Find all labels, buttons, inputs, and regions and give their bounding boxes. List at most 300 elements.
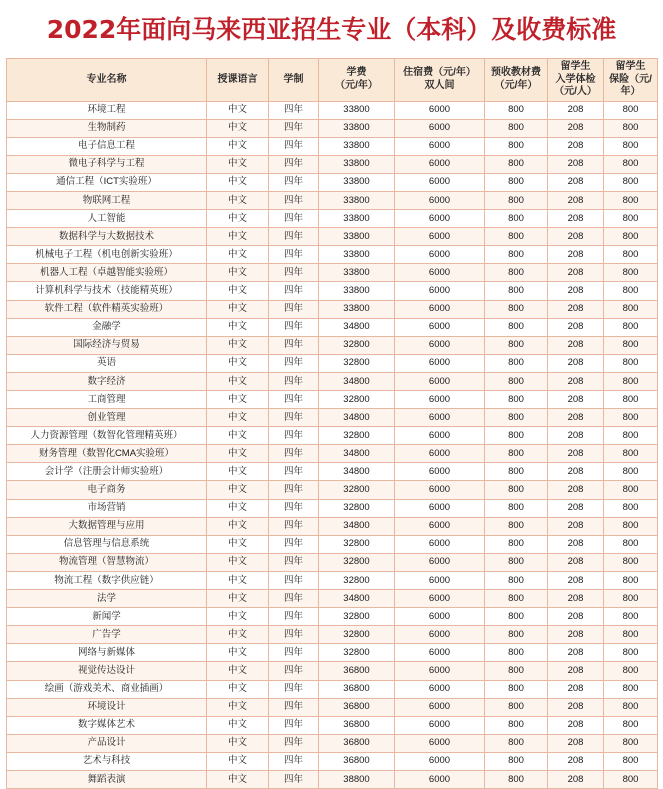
cell-insurance: 800	[604, 445, 658, 463]
cell-language: 中文	[207, 318, 269, 336]
table-row	[7, 300, 658, 318]
cell-medical: 208	[548, 210, 604, 228]
cell-dormitory: 6000	[395, 372, 485, 390]
cell-language: 中文	[207, 698, 269, 716]
column-header-tuition-line2: （元/年）	[335, 79, 378, 91]
cell-insurance: 800	[604, 662, 658, 680]
cell-insurance: 800	[604, 553, 658, 571]
cell-dormitory: 6000	[395, 463, 485, 481]
table-row	[7, 372, 658, 390]
cell-duration: 四年	[269, 228, 319, 246]
cell-dormitory: 6000	[395, 354, 485, 372]
cell-textbook: 800	[485, 698, 548, 716]
table-row	[7, 282, 658, 300]
table-row	[7, 553, 658, 571]
cell-language: 中文	[207, 445, 269, 463]
cell-textbook: 800	[485, 246, 548, 264]
cell-medical: 208	[548, 608, 604, 626]
cell-language: 中文	[207, 246, 269, 264]
cell-medical: 208	[548, 481, 604, 499]
cell-medical: 208	[548, 662, 604, 680]
cell-duration: 四年	[269, 463, 319, 481]
cell-textbook: 800	[485, 535, 548, 553]
table-row	[7, 716, 658, 734]
cell-dormitory: 6000	[395, 734, 485, 752]
page-title: 2022年面向马来西亚招生专业（本科）及收费标准	[46, 15, 617, 44]
cell-language: 中文	[207, 191, 269, 209]
column-header-language	[207, 59, 269, 102]
column-header-textbook	[485, 59, 548, 102]
cell-duration: 四年	[269, 571, 319, 589]
cell-dormitory: 6000	[395, 282, 485, 300]
cell-medical: 208	[548, 571, 604, 589]
cell-duration: 四年	[269, 734, 319, 752]
cell-duration: 四年	[269, 391, 319, 409]
cell-language: 中文	[207, 155, 269, 173]
cell-duration: 四年	[269, 427, 319, 445]
fees-table-container	[0, 58, 663, 789]
cell-medical: 208	[548, 155, 604, 173]
cell-major: 机器人工程（卓越智能实验班）	[7, 264, 207, 282]
cell-dormitory: 6000	[395, 662, 485, 680]
table-row	[7, 626, 658, 644]
cell-duration: 四年	[269, 499, 319, 517]
cell-duration: 四年	[269, 590, 319, 608]
cell-language: 中文	[207, 517, 269, 535]
cell-insurance: 800	[604, 608, 658, 626]
cell-insurance: 800	[604, 770, 658, 788]
cell-insurance: 800	[604, 716, 658, 734]
cell-duration: 四年	[269, 445, 319, 463]
cell-dormitory: 6000	[395, 210, 485, 228]
cell-insurance: 800	[604, 626, 658, 644]
cell-language: 中文	[207, 173, 269, 191]
cell-language: 中文	[207, 716, 269, 734]
cell-medical: 208	[548, 716, 604, 734]
table-body	[7, 101, 658, 789]
cell-textbook: 800	[485, 662, 548, 680]
cell-duration: 四年	[269, 318, 319, 336]
cell-insurance: 800	[604, 101, 658, 119]
cell-medical: 208	[548, 626, 604, 644]
cell-major: 市场营销	[7, 499, 207, 517]
cell-major: 网络与新媒体	[7, 644, 207, 662]
cell-textbook: 800	[485, 608, 548, 626]
column-header-textbook-line2: （元/年）	[494, 79, 538, 91]
cell-dormitory: 6000	[395, 191, 485, 209]
cell-tuition: 33800	[319, 101, 395, 119]
cell-language: 中文	[207, 770, 269, 788]
cell-tuition: 33800	[319, 210, 395, 228]
cell-insurance: 800	[604, 318, 658, 336]
table-row	[7, 517, 658, 535]
cell-language: 中文	[207, 282, 269, 300]
cell-medical: 208	[548, 282, 604, 300]
cell-duration: 四年	[269, 191, 319, 209]
cell-dormitory: 6000	[395, 137, 485, 155]
cell-tuition: 32800	[319, 608, 395, 626]
cell-duration: 四年	[269, 517, 319, 535]
cell-duration: 四年	[269, 137, 319, 155]
cell-dormitory: 6000	[395, 481, 485, 499]
cell-major: 新闻学	[7, 608, 207, 626]
cell-major: 人力资源管理（数智化管理精英班）	[7, 427, 207, 445]
cell-tuition: 32800	[319, 336, 395, 354]
cell-major: 英语	[7, 354, 207, 372]
cell-medical: 208	[548, 770, 604, 788]
cell-insurance: 800	[604, 644, 658, 662]
cell-medical: 208	[548, 644, 604, 662]
cell-insurance: 800	[604, 210, 658, 228]
cell-textbook: 800	[485, 409, 548, 427]
table-row	[7, 590, 658, 608]
cell-duration: 四年	[269, 210, 319, 228]
table-row	[7, 228, 658, 246]
fees-table	[6, 58, 658, 789]
table-row	[7, 336, 658, 354]
column-header-dormitory	[395, 59, 485, 102]
cell-duration: 四年	[269, 372, 319, 390]
cell-tuition: 33800	[319, 282, 395, 300]
table-row	[7, 409, 658, 427]
table-row	[7, 210, 658, 228]
cell-language: 中文	[207, 228, 269, 246]
table-row	[7, 445, 658, 463]
cell-insurance: 800	[604, 137, 658, 155]
table-row	[7, 155, 658, 173]
cell-dormitory: 6000	[395, 101, 485, 119]
cell-language: 中文	[207, 210, 269, 228]
cell-dormitory: 6000	[395, 590, 485, 608]
cell-major: 广告学	[7, 626, 207, 644]
table-row	[7, 770, 658, 788]
table-row	[7, 119, 658, 137]
cell-tuition: 33800	[319, 119, 395, 137]
cell-tuition: 34800	[319, 445, 395, 463]
table-row	[7, 246, 658, 264]
cell-language: 中文	[207, 608, 269, 626]
cell-tuition: 36800	[319, 716, 395, 734]
cell-major: 会计学（注册会计师实验班）	[7, 463, 207, 481]
cell-major: 生物制药	[7, 119, 207, 137]
cell-medical: 208	[548, 318, 604, 336]
cell-insurance: 800	[604, 155, 658, 173]
cell-language: 中文	[207, 662, 269, 680]
cell-tuition: 36800	[319, 662, 395, 680]
cell-duration: 四年	[269, 119, 319, 137]
table-row	[7, 608, 658, 626]
cell-tuition: 32800	[319, 354, 395, 372]
cell-major: 法学	[7, 590, 207, 608]
cell-dormitory: 6000	[395, 553, 485, 571]
cell-language: 中文	[207, 101, 269, 119]
column-header-insurance-line2: 保险（元/年）	[609, 73, 652, 97]
cell-language: 中文	[207, 571, 269, 589]
cell-tuition: 33800	[319, 300, 395, 318]
cell-duration: 四年	[269, 173, 319, 191]
column-header-insurance-line1: 留学生	[615, 61, 646, 72]
cell-textbook: 800	[485, 427, 548, 445]
cell-dormitory: 6000	[395, 571, 485, 589]
cell-dormitory: 6000	[395, 499, 485, 517]
cell-textbook: 800	[485, 644, 548, 662]
cell-dormitory: 6000	[395, 770, 485, 788]
cell-duration: 四年	[269, 752, 319, 770]
cell-textbook: 800	[485, 228, 548, 246]
cell-language: 中文	[207, 264, 269, 282]
cell-major: 大数据管理与应用	[7, 517, 207, 535]
cell-language: 中文	[207, 752, 269, 770]
cell-medical: 208	[548, 445, 604, 463]
table-row	[7, 391, 658, 409]
cell-major: 机械电子工程（机电创新实验班）	[7, 246, 207, 264]
cell-medical: 208	[548, 698, 604, 716]
cell-duration: 四年	[269, 155, 319, 173]
cell-dormitory: 6000	[395, 318, 485, 336]
column-header-insurance	[604, 59, 658, 102]
table-row	[7, 680, 658, 698]
cell-insurance: 800	[604, 300, 658, 318]
cell-tuition: 34800	[319, 463, 395, 481]
table-row	[7, 752, 658, 770]
cell-tuition: 33800	[319, 191, 395, 209]
cell-dormitory: 6000	[395, 391, 485, 409]
cell-language: 中文	[207, 734, 269, 752]
column-header-medical-line2: 入学体检（元/人）	[554, 73, 597, 97]
cell-tuition: 32800	[319, 553, 395, 571]
table-header	[7, 59, 658, 102]
cell-textbook: 800	[485, 626, 548, 644]
cell-duration: 四年	[269, 626, 319, 644]
cell-insurance: 800	[604, 372, 658, 390]
cell-major: 舞蹈表演	[7, 770, 207, 788]
cell-language: 中文	[207, 427, 269, 445]
cell-insurance: 800	[604, 228, 658, 246]
cell-medical: 208	[548, 372, 604, 390]
cell-textbook: 800	[485, 499, 548, 517]
cell-tuition: 34800	[319, 409, 395, 427]
cell-textbook: 800	[485, 173, 548, 191]
cell-major: 微电子科学与工程	[7, 155, 207, 173]
cell-duration: 四年	[269, 264, 319, 282]
cell-dormitory: 6000	[395, 644, 485, 662]
cell-medical: 208	[548, 191, 604, 209]
cell-insurance: 800	[604, 535, 658, 553]
cell-major: 物流管理（智慧物流）	[7, 553, 207, 571]
cell-dormitory: 6000	[395, 698, 485, 716]
table-row	[7, 734, 658, 752]
cell-dormitory: 6000	[395, 300, 485, 318]
cell-textbook: 800	[485, 336, 548, 354]
cell-major: 计算机科学与技术（技能精英班）	[7, 282, 207, 300]
table-row	[7, 499, 658, 517]
cell-duration: 四年	[269, 553, 319, 571]
table-row	[7, 698, 658, 716]
cell-tuition: 33800	[319, 155, 395, 173]
cell-tuition: 32800	[319, 391, 395, 409]
cell-dormitory: 6000	[395, 264, 485, 282]
cell-medical: 208	[548, 246, 604, 264]
cell-dormitory: 6000	[395, 246, 485, 264]
cell-dormitory: 6000	[395, 228, 485, 246]
cell-insurance: 800	[604, 427, 658, 445]
cell-language: 中文	[207, 300, 269, 318]
cell-language: 中文	[207, 336, 269, 354]
cell-duration: 四年	[269, 770, 319, 788]
table-row	[7, 318, 658, 336]
cell-textbook: 800	[485, 481, 548, 499]
cell-medical: 208	[548, 517, 604, 535]
cell-tuition: 36800	[319, 752, 395, 770]
cell-textbook: 800	[485, 282, 548, 300]
cell-tuition: 36800	[319, 698, 395, 716]
cell-major: 艺术与科技	[7, 752, 207, 770]
cell-medical: 208	[548, 173, 604, 191]
cell-duration: 四年	[269, 101, 319, 119]
column-header-medical	[548, 59, 604, 102]
cell-dormitory: 6000	[395, 535, 485, 553]
cell-major: 物流工程（数字供应链）	[7, 571, 207, 589]
cell-tuition: 32800	[319, 499, 395, 517]
cell-insurance: 800	[604, 680, 658, 698]
table-row	[7, 481, 658, 499]
cell-medical: 208	[548, 336, 604, 354]
cell-dormitory: 6000	[395, 119, 485, 137]
table-row	[7, 191, 658, 209]
cell-duration: 四年	[269, 716, 319, 734]
cell-duration: 四年	[269, 409, 319, 427]
cell-major: 产品设计	[7, 734, 207, 752]
cell-insurance: 800	[604, 336, 658, 354]
cell-language: 中文	[207, 119, 269, 137]
cell-textbook: 800	[485, 354, 548, 372]
cell-dormitory: 6000	[395, 517, 485, 535]
table-header-row	[7, 59, 658, 102]
cell-medical: 208	[548, 734, 604, 752]
cell-textbook: 800	[485, 553, 548, 571]
table-row	[7, 173, 658, 191]
cell-major: 创业管理	[7, 409, 207, 427]
cell-major: 软件工程（软件精英实验班）	[7, 300, 207, 318]
cell-major: 物联网工程	[7, 191, 207, 209]
cell-textbook: 800	[485, 155, 548, 173]
cell-insurance: 800	[604, 246, 658, 264]
cell-textbook: 800	[485, 571, 548, 589]
column-header-dormitory-line2: 双人间	[424, 79, 455, 91]
cell-major: 通信工程（ICT实验班）	[7, 173, 207, 191]
cell-duration: 四年	[269, 481, 319, 499]
cell-major: 国际经济与贸易	[7, 336, 207, 354]
column-header-major-line1: 专业名称	[86, 73, 127, 85]
cell-textbook: 800	[485, 391, 548, 409]
cell-duration: 四年	[269, 336, 319, 354]
cell-language: 中文	[207, 137, 269, 155]
cell-tuition: 32800	[319, 644, 395, 662]
cell-insurance: 800	[604, 752, 658, 770]
cell-major: 金融学	[7, 318, 207, 336]
cell-language: 中文	[207, 680, 269, 698]
cell-language: 中文	[207, 590, 269, 608]
cell-textbook: 800	[485, 300, 548, 318]
cell-insurance: 800	[604, 282, 658, 300]
table-row	[7, 354, 658, 372]
cell-language: 中文	[207, 626, 269, 644]
cell-textbook: 800	[485, 210, 548, 228]
column-header-textbook-line1: 预收教材费	[491, 67, 541, 79]
cell-textbook: 800	[485, 770, 548, 788]
cell-tuition: 33800	[319, 173, 395, 191]
cell-major: 数据科学与大数据技术	[7, 228, 207, 246]
cell-tuition: 32800	[319, 535, 395, 553]
cell-insurance: 800	[604, 463, 658, 481]
cell-tuition: 33800	[319, 137, 395, 155]
cell-medical: 208	[548, 101, 604, 119]
cell-duration: 四年	[269, 608, 319, 626]
table-row	[7, 264, 658, 282]
cell-insurance: 800	[604, 191, 658, 209]
cell-tuition: 33800	[319, 264, 395, 282]
cell-textbook: 800	[485, 445, 548, 463]
cell-textbook: 800	[485, 101, 548, 119]
cell-insurance: 800	[604, 409, 658, 427]
cell-language: 中文	[207, 535, 269, 553]
cell-insurance: 800	[604, 264, 658, 282]
cell-tuition: 32800	[319, 626, 395, 644]
table-row	[7, 137, 658, 155]
table-row	[7, 427, 658, 445]
cell-major: 工商管理	[7, 391, 207, 409]
cell-duration: 四年	[269, 680, 319, 698]
cell-major: 财务管理（数智化CMA实验班）	[7, 445, 207, 463]
table-row	[7, 662, 658, 680]
cell-textbook: 800	[485, 517, 548, 535]
table-row	[7, 644, 658, 662]
cell-major: 人工智能	[7, 210, 207, 228]
cell-textbook: 800	[485, 590, 548, 608]
cell-duration: 四年	[269, 535, 319, 553]
cell-medical: 208	[548, 752, 604, 770]
cell-medical: 208	[548, 137, 604, 155]
cell-language: 中文	[207, 553, 269, 571]
cell-major: 数字媒体艺术	[7, 716, 207, 734]
cell-dormitory: 6000	[395, 155, 485, 173]
cell-tuition: 36800	[319, 680, 395, 698]
cell-major: 绘画（游戏美术、商业插画）	[7, 680, 207, 698]
cell-tuition: 32800	[319, 427, 395, 445]
cell-language: 中文	[207, 463, 269, 481]
cell-insurance: 800	[604, 517, 658, 535]
cell-insurance: 800	[604, 499, 658, 517]
cell-textbook: 800	[485, 734, 548, 752]
cell-tuition: 32800	[319, 571, 395, 589]
cell-insurance: 800	[604, 590, 658, 608]
cell-medical: 208	[548, 228, 604, 246]
cell-dormitory: 6000	[395, 752, 485, 770]
cell-medical: 208	[548, 409, 604, 427]
cell-medical: 208	[548, 553, 604, 571]
cell-major: 视觉传达设计	[7, 662, 207, 680]
cell-insurance: 800	[604, 173, 658, 191]
table-row	[7, 463, 658, 481]
cell-tuition: 32800	[319, 481, 395, 499]
cell-duration: 四年	[269, 644, 319, 662]
cell-textbook: 800	[485, 191, 548, 209]
cell-insurance: 800	[604, 698, 658, 716]
cell-duration: 四年	[269, 282, 319, 300]
cell-textbook: 800	[485, 372, 548, 390]
column-header-tuition-line1: 学费	[346, 67, 367, 79]
cell-duration: 四年	[269, 662, 319, 680]
